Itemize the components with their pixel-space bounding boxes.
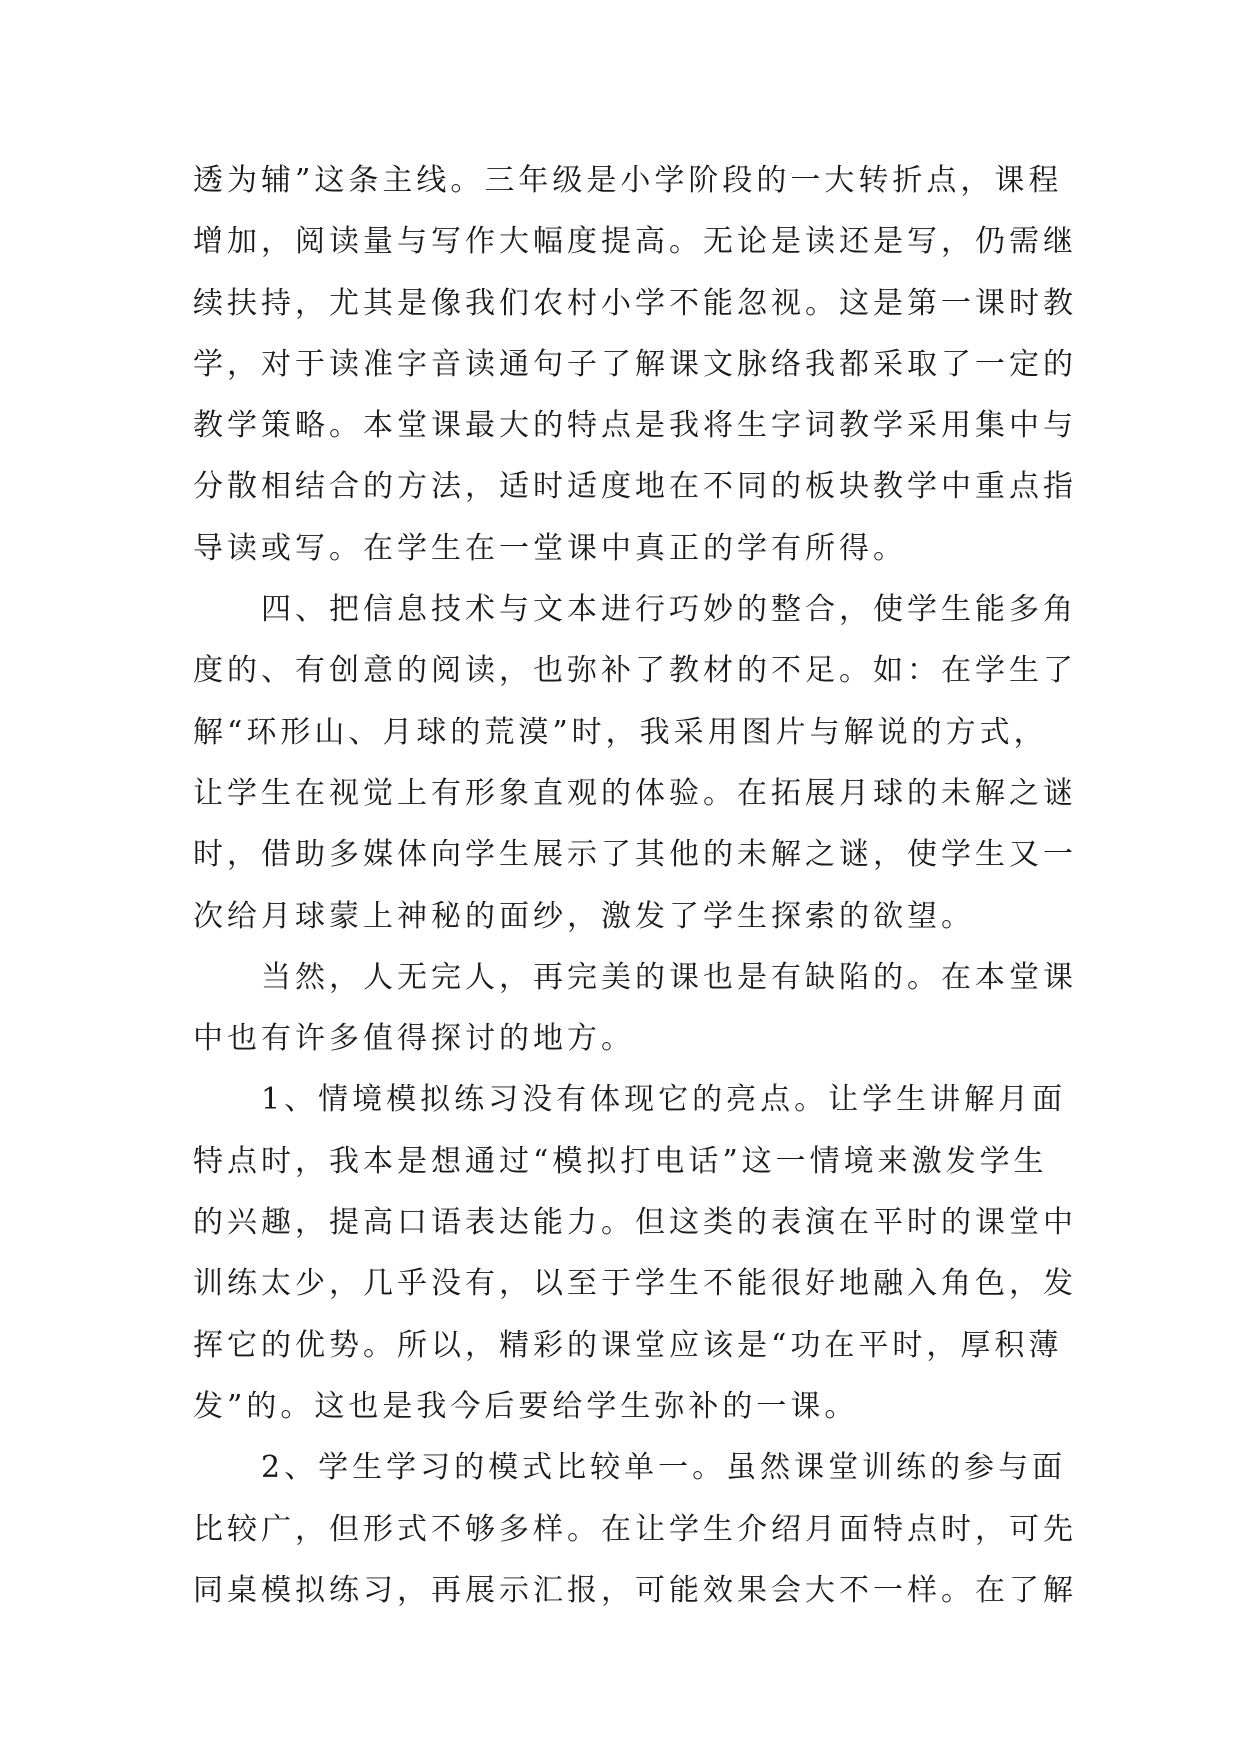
text-line-3: 续扶持，尤其是像我们农村小学不能忽视。这是第一课时教 [193, 285, 1077, 321]
text-line-16: 1、情境模拟练习没有体现它的亮点。让学生讲解月面 [193, 1082, 1067, 1118]
text-line-24: 同桌模拟练习，再展示汇报，可能效果会大不一样。在了解 [193, 1572, 1077, 1608]
text-line-7: 导读或写。在学生在一堂课中真正的学有所得。 [193, 530, 907, 566]
text-line-10: 解“环形山、月球的荒漠”时，我采用图片与解说的方式， [193, 714, 1048, 750]
text-line-8: 四、把信息技术与文本进行巧妙的整合，使学生能多角 [193, 592, 1077, 628]
text-line-12: 时，借助多媒体向学生展示了其他的未解之谜，使学生又一 [193, 837, 1077, 873]
text-line-2: 增加，阅读量与写作大幅度提高。无论是读还是写，仍需继 [193, 224, 1077, 260]
text-line-13: 次给月球蒙上神秘的面纱，激发了学生探索的欲望。 [193, 898, 975, 934]
text-line-21: 发”的。这也是我今后要给学生弥补的一课。 [193, 1388, 859, 1424]
text-line-14: 当然，人无完人，再完美的课也是有缺陷的。在本堂课 [193, 959, 1077, 995]
text-line-22: 2、学生学习的模式比较单一。虽然课堂训练的参与面 [193, 1450, 1067, 1486]
text-line-1: 透为辅”这条主线。三年级是小学阶段的一大转折点，课程 [193, 163, 1063, 198]
text-line-5: 教学策略。本堂课最大的特点是我将生字词教学采用集中与 [193, 408, 1077, 444]
text-line-23: 比较广，但形式不够多样。在让学生介绍月面特点时，可先 [193, 1511, 1077, 1547]
text-line-4: 学，对于读准字音读通句子了解课文脉络我都采取了一定的 [193, 346, 1077, 382]
text-line-6: 分散相结合的方法，适时适度地在不同的板块教学中重点指 [193, 469, 1077, 505]
text-line-18: 的兴趣，提高口语表达能力。但这类的表演在平时的课堂中 [193, 1205, 1077, 1241]
text-line-20: 挥它的优势。所以，精彩的课堂应该是“功在平时，厚积薄 [193, 1327, 1063, 1363]
text-line-9: 度的、有创意的阅读，也弥补了教材的不足。如：在学生了 [193, 653, 1077, 689]
text-line-11: 让学生在视觉上有形象直观的体验。在拓展月球的未解之谜 [193, 775, 1077, 811]
text-line-15: 中也有许多值得探讨的地方。 [193, 1021, 635, 1057]
text-line-19: 训练太少，几乎没有，以至于学生不能很好地融入角色，发 [193, 1266, 1077, 1302]
document-body [193, 150, 1077, 1621]
text-line-17: 特点时，我本是想通过“模拟打电话”这一情境来激发学生 [193, 1143, 1048, 1179]
